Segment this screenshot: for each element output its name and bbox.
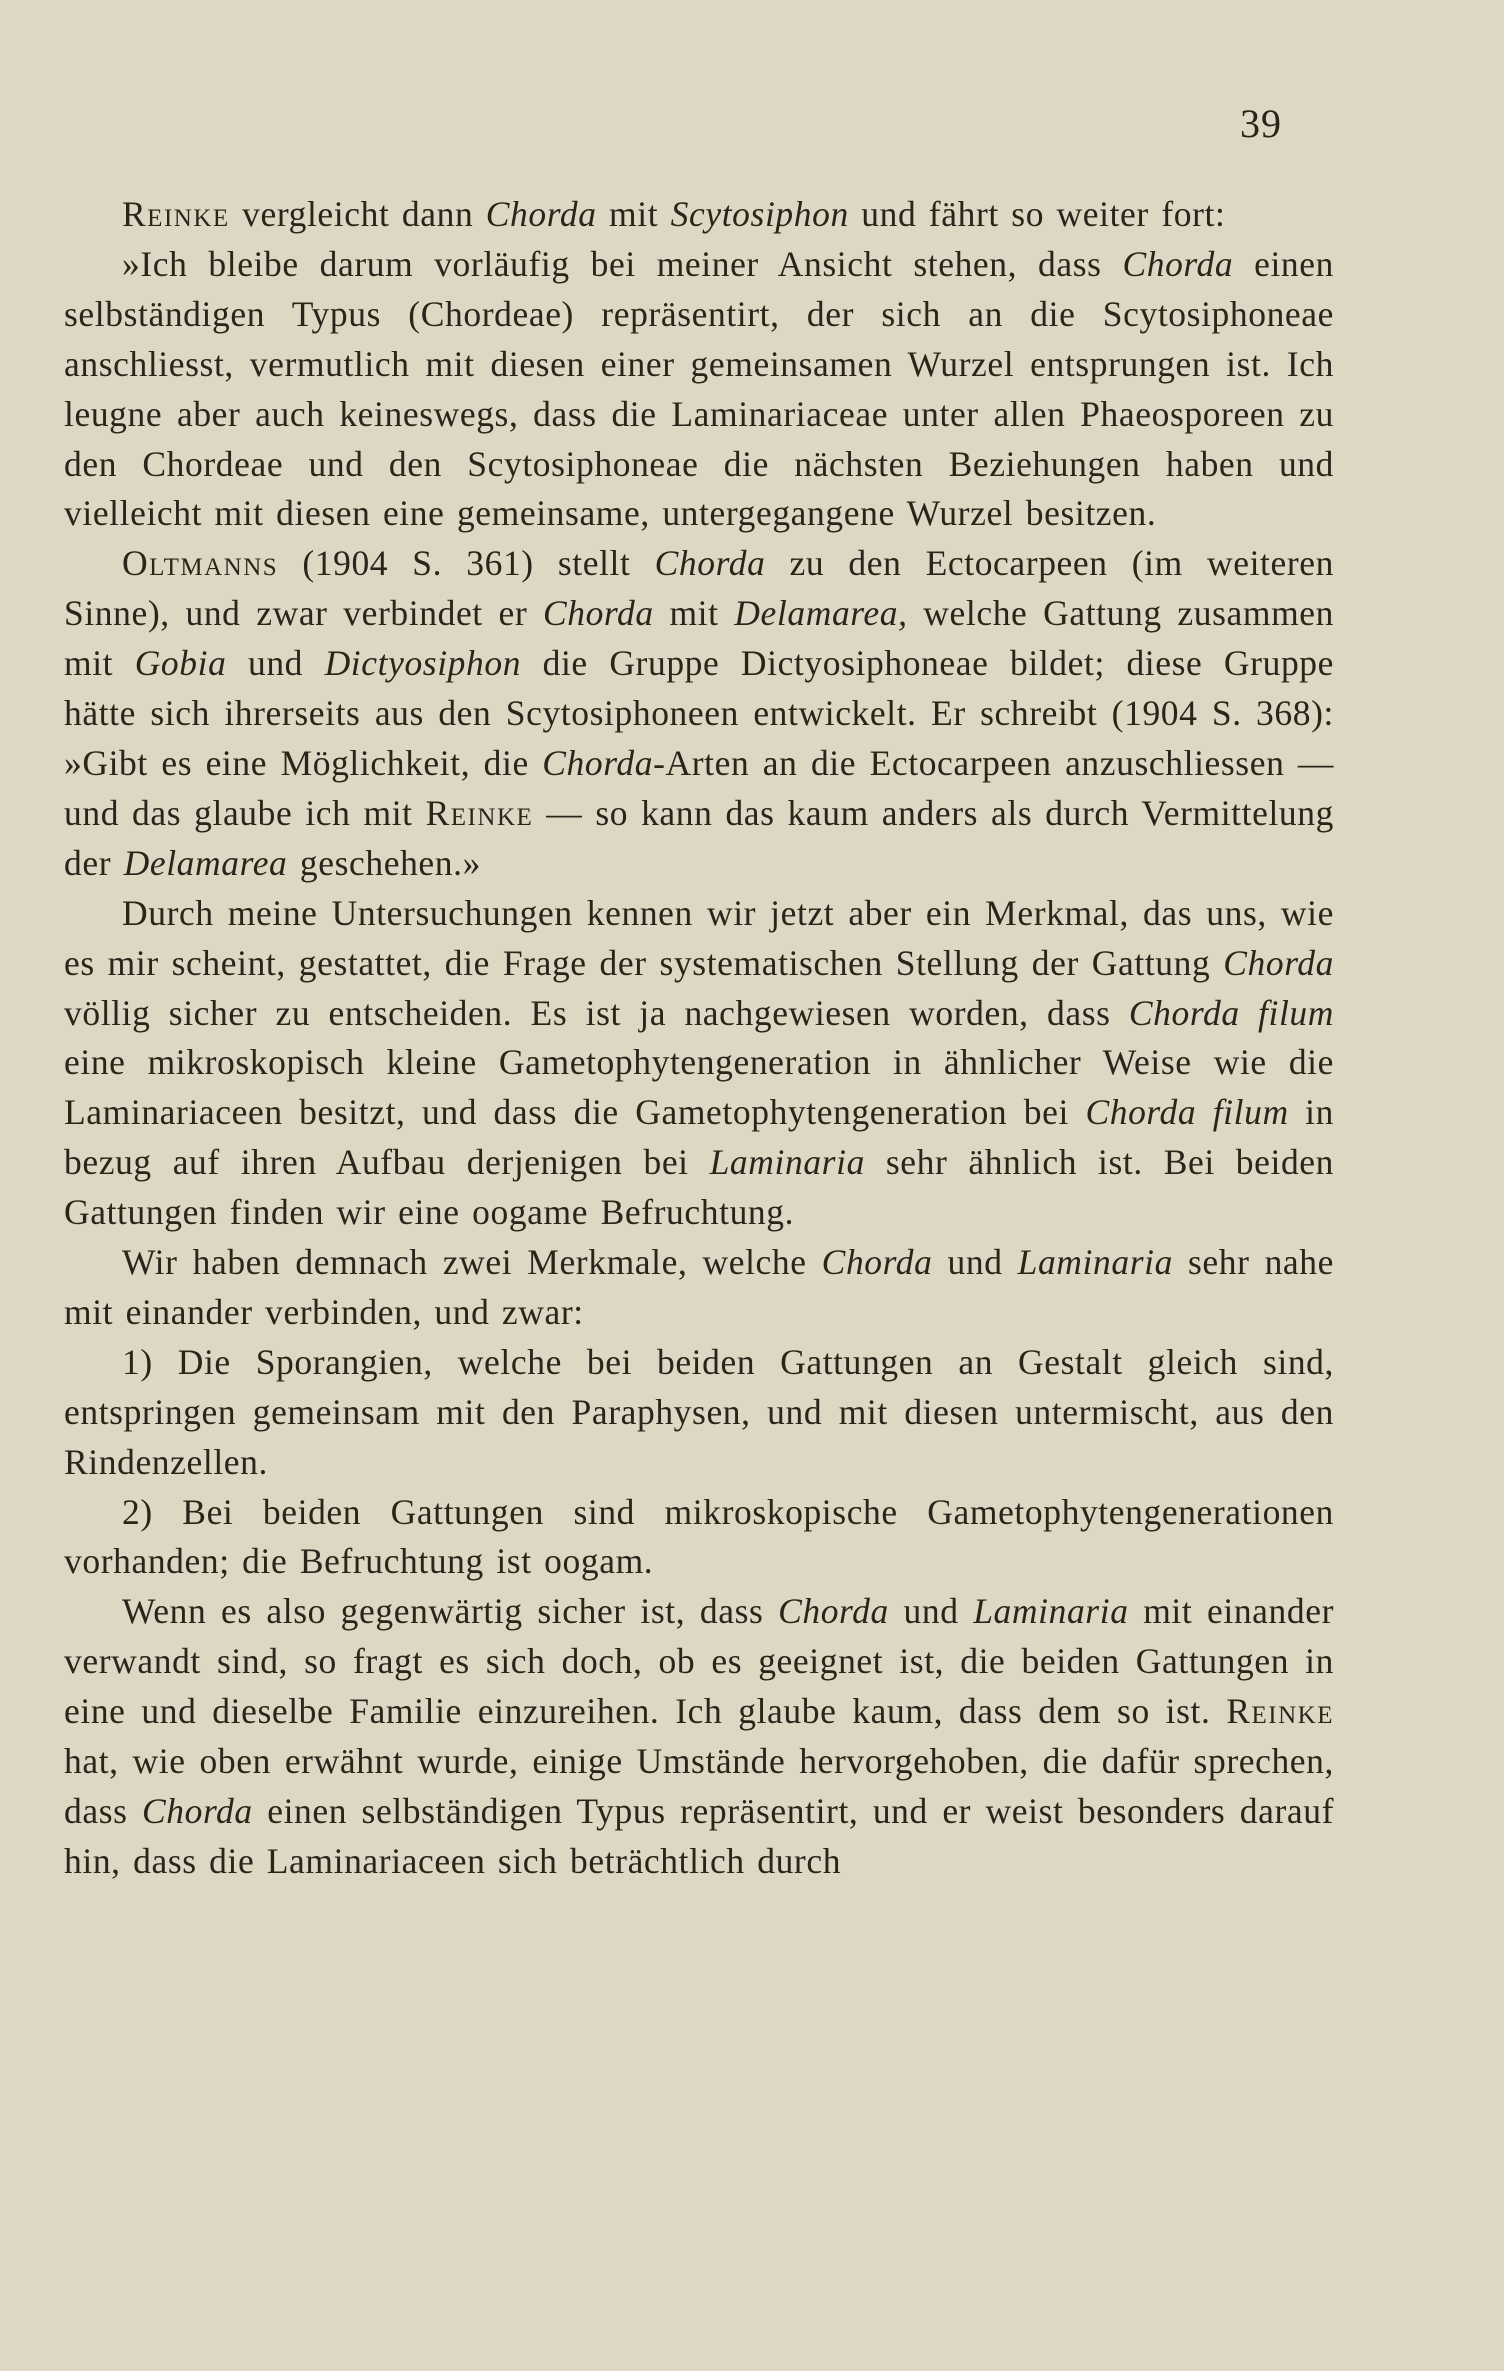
text-run: mit xyxy=(653,593,735,634)
text-run: und xyxy=(932,1242,1018,1283)
text-run: und fährt so weiter fort: xyxy=(848,194,1226,234)
italic-term: Delamarea xyxy=(123,842,288,883)
text-run: einen selbständigen Typus repräsentirt, und er weist besonders darauf hin, dass die Laminariaceen sich beträchtlich durch xyxy=(64,1791,1334,1881)
italic-term: Laminaria xyxy=(709,1142,865,1183)
text-run: 1) Die Sporangien, welche bei beiden Gattungen an Gestalt gleich sind, entspringen gemeinsam mit den Paraphysen, und mit diesen untermischt, aus den Rindenzellen. xyxy=(64,1341,1334,1482)
italic-term: Dictyosiphon xyxy=(324,643,522,684)
italic-term: Chorda filum xyxy=(1128,992,1334,1033)
text-run: in bezug auf ihren Aufbau derjenigen bei xyxy=(64,1092,1334,1183)
author-name: Reinke xyxy=(1226,1691,1334,1732)
text-run: welche Gattung zusammen mit xyxy=(64,593,1334,684)
text-run: hat, wie oben erwähnt wurde, einige Umstände hervorgehoben, die dafür sprechen, dass xyxy=(64,1741,1334,1831)
text-run: zu den Ectocarpeen (im weiteren Sinne), und zwar verbindet er xyxy=(64,543,1334,634)
italic-term: Chorda xyxy=(141,1791,253,1831)
page-number: 39 xyxy=(1240,101,1282,146)
text-run: einen selbständigen Typus (Chordeae) repräsentirt, der sich an die Scytosiphoneae anschliesst, vermutlich mit diesen einer gemeinsamen Wurzel entsprungen ist. Ich leugne aber auch keineswegs, dass die Laminariaceae unter allen Phaeosporeen zu den Chordeae und den Scytosiphoneae die nächsten Beziehungen haben und vielleicht mit diesen eine gemeinsame, untergegangene Wurzel besitzen. xyxy=(64,243,1334,534)
italic-term: Laminaria xyxy=(1017,1242,1173,1283)
text-run: Wir haben demnach zwei Merkmale, welche xyxy=(122,1242,822,1283)
text-run: geschehen.» xyxy=(287,842,481,883)
author-name: Reinke xyxy=(425,792,534,833)
text-run: eine mikroskopisch kleine Gametophytengeneration in ähnlicher Weise wie die Laminariaceen besitzt, und dass die Gametophytengeneration bei xyxy=(64,1042,1334,1133)
paragraph xyxy=(64,1488,1334,1588)
italic-term: Chorda filum xyxy=(1085,1092,1289,1133)
italic-term: Chorda xyxy=(654,543,766,584)
text-run: — so kann das kaum anders als durch Vermittelung der xyxy=(64,792,1334,883)
author-name: Oltmanns xyxy=(122,543,279,584)
text-run: mit xyxy=(596,194,671,234)
text-run: Durch meine Untersuchungen kennen wir jetzt aber ein Merkmal, das uns, wie es mir scheint, gestattet, die Frage der systematischen Stellung der Gattung xyxy=(64,892,1334,983)
italic-term: Chorda xyxy=(542,593,654,634)
text-run: sehr ähnlich ist. Bei beiden Gattungen finden wir eine oogame Befruchtung. xyxy=(64,1142,1335,1233)
italic-term: Scytosiphon xyxy=(670,194,849,234)
text-run: Wenn es also gegenwärtig sicher ist, dass xyxy=(122,1591,779,1632)
italic-term: Chorda xyxy=(778,1591,889,1632)
paragraph xyxy=(64,889,1334,1238)
paragraph xyxy=(64,1338,1334,1488)
text-run: vergleicht dann xyxy=(229,194,486,234)
italic-term: Delamarea, xyxy=(734,593,908,634)
paragraph xyxy=(64,190,1334,240)
paragraph xyxy=(64,1587,1334,1886)
italic-term: Laminaria xyxy=(973,1591,1129,1632)
text-run: (1904 S. 361) stellt xyxy=(278,543,655,584)
text-run: -Arten an die Ectocarpeen anzuschliessen — und das glaube ich mit xyxy=(64,742,1334,833)
body-text xyxy=(64,190,1334,1887)
text-run: sehr nahe mit einander verbinden, und zwar: xyxy=(64,1242,1334,1332)
text-run: mit einander verwandt sind, so fragt es sich doch, ob es geeignet ist, die beiden Gattungen in eine und dieselbe Familie einzureihen. Ich glaube kaum, dass dem so ist. xyxy=(64,1591,1335,1732)
text-run: und xyxy=(226,643,325,684)
author-name: Reinke xyxy=(122,194,230,234)
italic-term: Chorda xyxy=(821,1242,933,1283)
text-run: die Gruppe Dictyosiphoneae bildet; diese Gruppe hätte sich ihrerseits aus den Scytosiphoneen entwickelt. Er schreibt (1904 S. 368): »Gibt es eine Möglichkeit, die xyxy=(64,643,1334,783)
text-run: 2) Bei beiden Gattungen sind mikroskopische Gametophytengenerationen vorhanden; die Befruchtung ist oogam. xyxy=(64,1491,1334,1582)
paragraph xyxy=(64,1238,1334,1338)
paragraph xyxy=(64,539,1334,888)
paragraph xyxy=(64,240,1334,539)
text-run: und xyxy=(888,1591,974,1632)
italic-term: Chorda xyxy=(1122,243,1234,284)
italic-term: Gobia xyxy=(134,643,227,684)
italic-term: Chorda xyxy=(542,742,654,783)
text-run: völlig sicher zu entscheiden. Es ist ja nachgewiesen worden, dass xyxy=(64,992,1129,1033)
italic-term: Chorda xyxy=(485,194,597,234)
text-run: »Ich bleibe darum vorläufig bei meiner Ansicht stehen, dass xyxy=(122,243,1123,284)
italic-term: Chorda xyxy=(1223,942,1334,983)
